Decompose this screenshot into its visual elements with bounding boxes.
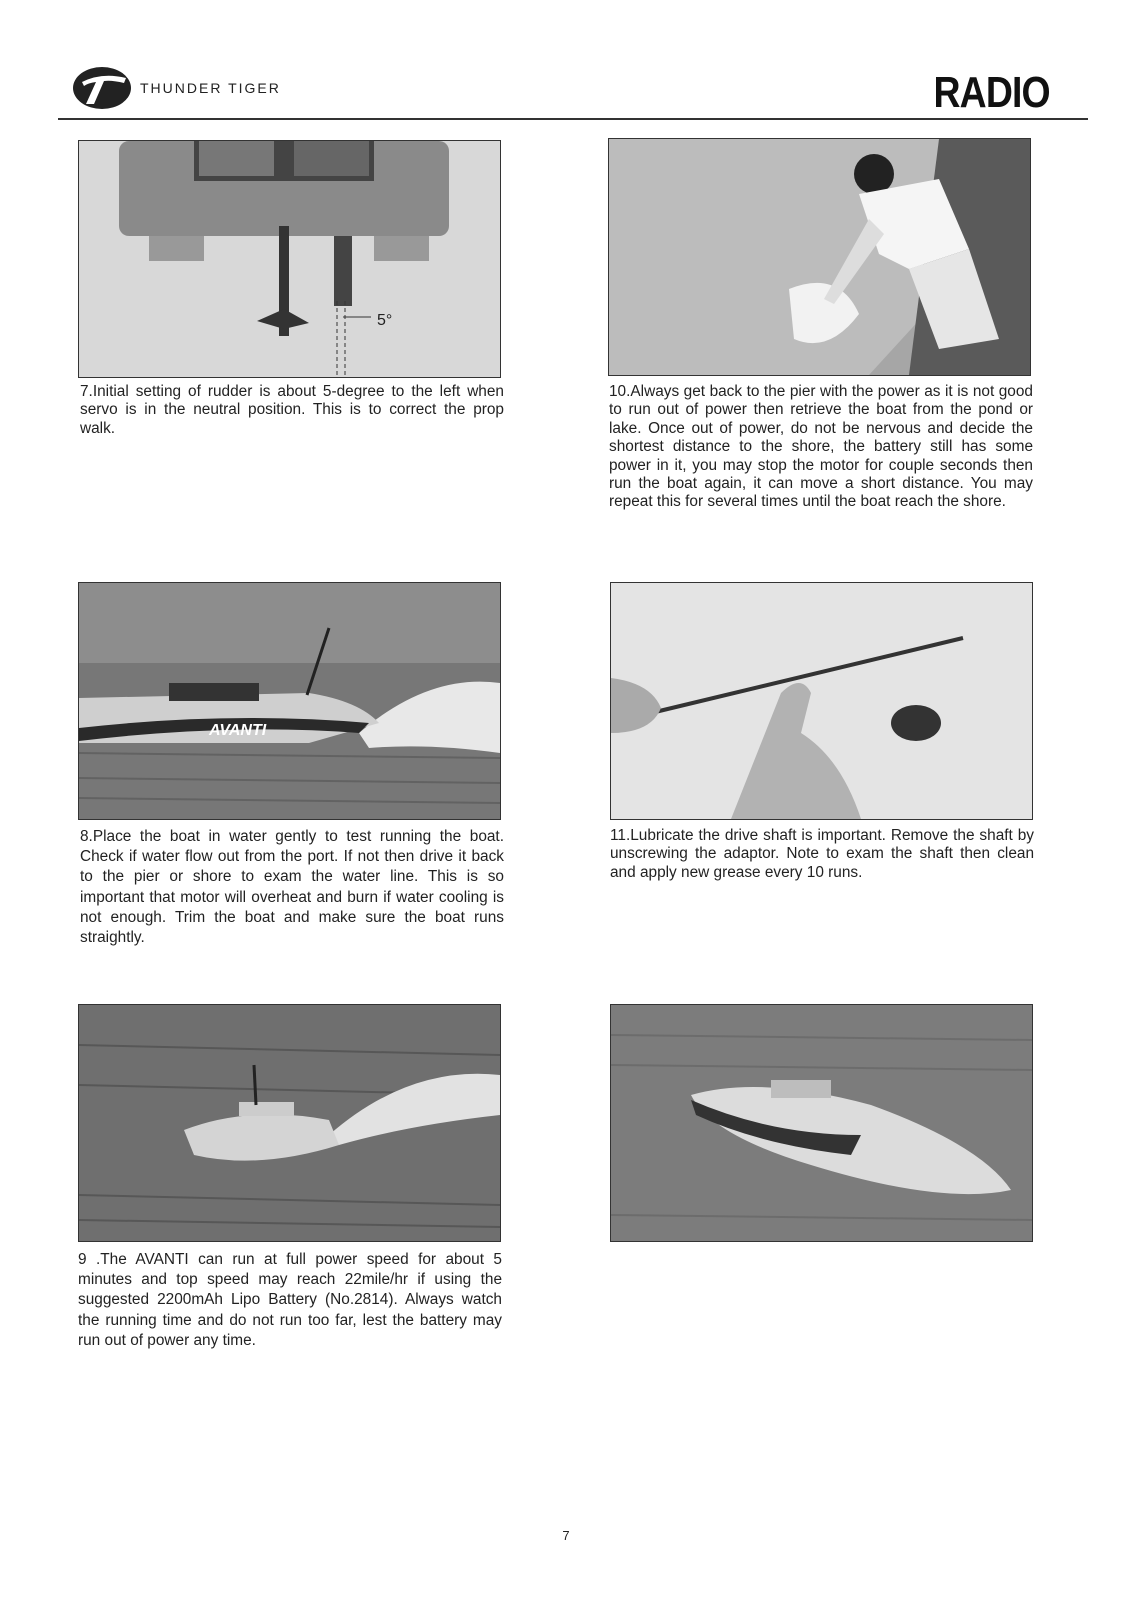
boat-test-run-photo-icon (79, 583, 500, 819)
pier-retrieval-photo (608, 138, 1031, 376)
pier-retrieval-photo-icon (609, 139, 1030, 375)
thunder-tiger-logo-icon (72, 66, 132, 110)
step-8-caption: 8.Place the boat in water gently to test running the boat. Check if water flow out from the port. If not then drive it back to the pier or shore to exam the water line. This is so important that motor will overheat and burn if water cooling is not enough. Trim the boat and make sure the boat runs straightly. (80, 828, 504, 947)
section-title: RADIO (933, 68, 1050, 117)
header-divider (58, 118, 1088, 120)
rudder-diagram-icon (79, 141, 500, 377)
test-run-photo (78, 582, 501, 820)
cruising-photo (610, 1004, 1033, 1242)
step-7-caption: 7.Initial setting of rudder is about 5-degree to the left when servo is in the neutral position. This is to correct the prop walk. (80, 383, 504, 437)
page-number: 7 (562, 1528, 570, 1543)
full-speed-photo (78, 1004, 501, 1242)
page-header (58, 58, 1078, 120)
cruising-boat-photo-icon (611, 1005, 1032, 1241)
boat-name-label: AVANTI (209, 722, 267, 739)
step-10-caption: 10.Always get back to the pier with the power as it is not good to run out of power then retrieve the boat from the pond or lake. Once out of power, do not be nervous and decide the shortest distance to the shore, the battery still has some power in it, you may stop the motor for couple seconds then run the boat again, it can move a short distance. You may repeat this for several times until the boat reach the shore. (609, 383, 1033, 511)
drive-shaft-photo (610, 582, 1033, 820)
step-9-caption: 9 .The AVANTI can run at full power speed for about 5 minutes and top speed may reach 22mile/hr if using the suggested 2200mAh Lipo Battery (No.2814). Always watch the running time and do not run too far, lest the battery may run out of power any time. (78, 1251, 502, 1349)
rudder-angle-annotation: 5° (377, 312, 393, 329)
step-11-caption: 11.Lubricate the drive shaft is important. Remove the shaft by unscrewing the adaptor. Note to exam the shaft then clean and apply new grease every 10 runs. (610, 827, 1034, 881)
drive-shaft-photo-icon (611, 583, 1032, 819)
rudder-photo (78, 140, 501, 378)
brand-name: THUNDER TIGER (140, 80, 281, 96)
full-speed-run-photo-icon (79, 1005, 500, 1241)
